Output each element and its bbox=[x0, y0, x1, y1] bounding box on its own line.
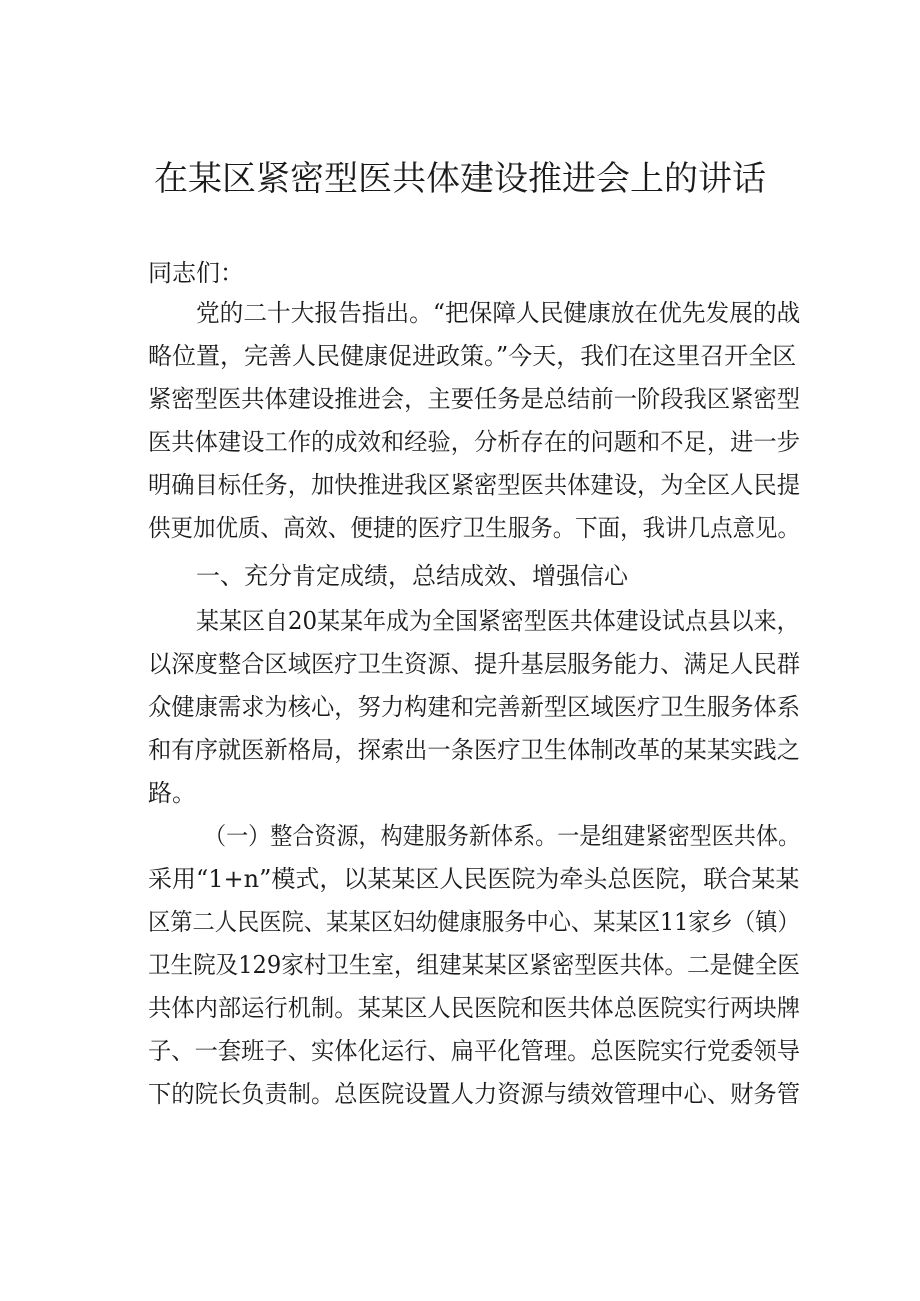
paragraph-line: 紧密型医共体建设推进会，主要任务是总结前一阶段我区紧密型 bbox=[148, 385, 800, 413]
paragraph-line: 采用“1+n”模式，以某某区人民医院为牵头总医院，联合某某 bbox=[148, 865, 800, 893]
paragraph-line: 供更加优质、高效、便捷的医疗卫生服务。下面，我讲几点意见。 bbox=[148, 514, 801, 542]
paragraph-line: 共体内部运行机制。某某区人民医院和医共体总医院实行两块牌 bbox=[148, 994, 800, 1022]
paragraph-line: 众健康需求为核心，努力构建和完善新型区域医疗卫生服务体系 bbox=[148, 693, 800, 721]
paragraph-line: 和有序就医新格局，探索出一条医疗卫生体制改革的某某实践之 bbox=[148, 736, 800, 764]
paragraph-line: 明确目标任务，加快推进我区紧密型医共体建设，为全区人民提 bbox=[148, 471, 800, 499]
paragraph-line: 略位置，完善人民健康促进政策。”今天，我们在这里召开全区 bbox=[148, 342, 797, 370]
paragraph-line: 某某区自20某某年成为全国紧密型医共体建设试点县以来， bbox=[196, 607, 800, 635]
document-title: 在某区紧密型医共体建设推进会上的讲话 bbox=[154, 159, 766, 199]
paragraph-line: 医共体建设工作的成效和经验，分析存在的问题和不足，进一步 bbox=[148, 428, 800, 456]
section-heading-1: 一、充分肯定成绩，总结成效、增强信心 bbox=[196, 562, 628, 590]
paragraph-line: 卫生院及129家村卫生室，组建某某区紧密型医共体。二是健全医 bbox=[148, 951, 800, 979]
paragraph-line: 区第二人民医院、某某区妇幼健康服务中心、某某区11家乡（镇） bbox=[148, 908, 800, 936]
paragraph-line: （一）整合资源，构建服务新体系。一是组建紧密型医共体。 bbox=[204, 822, 801, 850]
paragraph-line: 下的院长负责制。总医院设置人力资源与绩效管理中心、财务管 bbox=[148, 1080, 800, 1108]
paragraph-line: 子、一套班子、实体化运行、扁平化管理。总医院实行党委领导 bbox=[148, 1037, 800, 1065]
paragraph-line: 路。 bbox=[148, 779, 196, 807]
salutation: 同志们： bbox=[148, 259, 244, 287]
paragraph-line: 党的二十大报告指出。“把保障人民健康放在优先发展的战 bbox=[196, 299, 801, 327]
paragraph-line: 以深度整合区域医疗卫生资源、提升基层服务能力、满足人民群 bbox=[148, 650, 800, 678]
